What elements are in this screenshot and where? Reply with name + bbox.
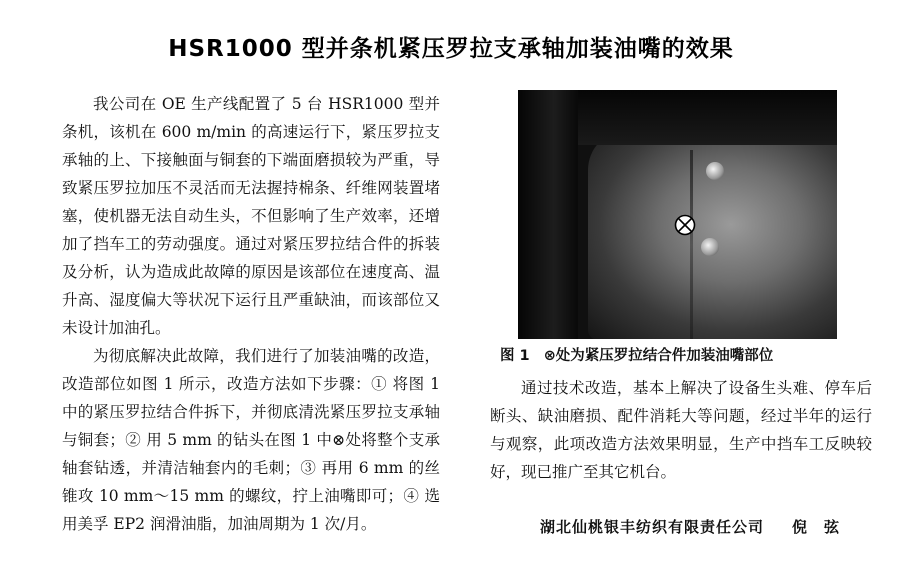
figure-number: 图 1 [500,348,530,364]
body-paragraph: 我公司在 OE 生产线配置了 5 台 HSR1000 型并条机，该机在 600 m/min 的高速运行下，紧压罗拉支承轴的上、下接触面与铜套的下端面磨损较为严重，导致紧压罗拉加压不灵活而无法握持棉条、纤维网装置堵塞，使机器无法自动生头，不但影响了生产效率，还增加了挡车工的劳动强度。通过对紧压罗拉结合件的拆装及分析，认为造成此故障的原因是该部位在速度高、温升高、湿度偏大等状况下运行且严重缺油，而该部位又未设计加油孔。 [62,95,440,337]
body-paragraph: 为彻底解决此故障，我们进行了加装油嘴的改造，改造部位如图 1 所示，改造方法如下步骤：① 将图 1 中的紧压罗拉结合件拆下，并彻底清洗紧压罗拉支承轴与铜套；② 用 5 mm 的钻头在图 1 中⊗处将整个支承轴套钻透，并清洁轴套内的毛刺；③ 再用 6 mm 的丝锥攻 10 mm～15 mm 的螺纹，拧上油嘴即可；④ 选用美孚 EP2 润滑油脂，加油周期为 1 次/月。 [62,347,440,533]
bolt-head [706,162,724,180]
bolt-head [701,238,719,256]
figure-caption [500,344,872,368]
author-name: 倪 弦 [792,518,841,536]
author-line [540,516,880,537]
body-paragraph: 通过技术改造，基本上解决了设备生头难、停车后断头、缺油磨损、配件消耗大等问题，经过半年的运行与观察，此项改造方法效果明显，生产中挡车工反映较好，现已推广至其它机台。 [490,379,872,481]
figure-caption-text: ⊗处为紧压罗拉结合件加装油嘴部位 [543,348,774,364]
right-body [490,374,872,486]
left-column [62,90,440,538]
figure-photo [518,90,837,339]
article-title: HSR1000 型并条机紧压罗拉支承轴加装油嘴的效果 [168,36,734,62]
photo-shadow-left [518,90,578,339]
oil-nozzle-marker-icon [674,214,696,236]
author-organization: 湖北仙桃银丰纺织有限责任公司 [540,518,765,536]
housing-seam [690,150,693,339]
